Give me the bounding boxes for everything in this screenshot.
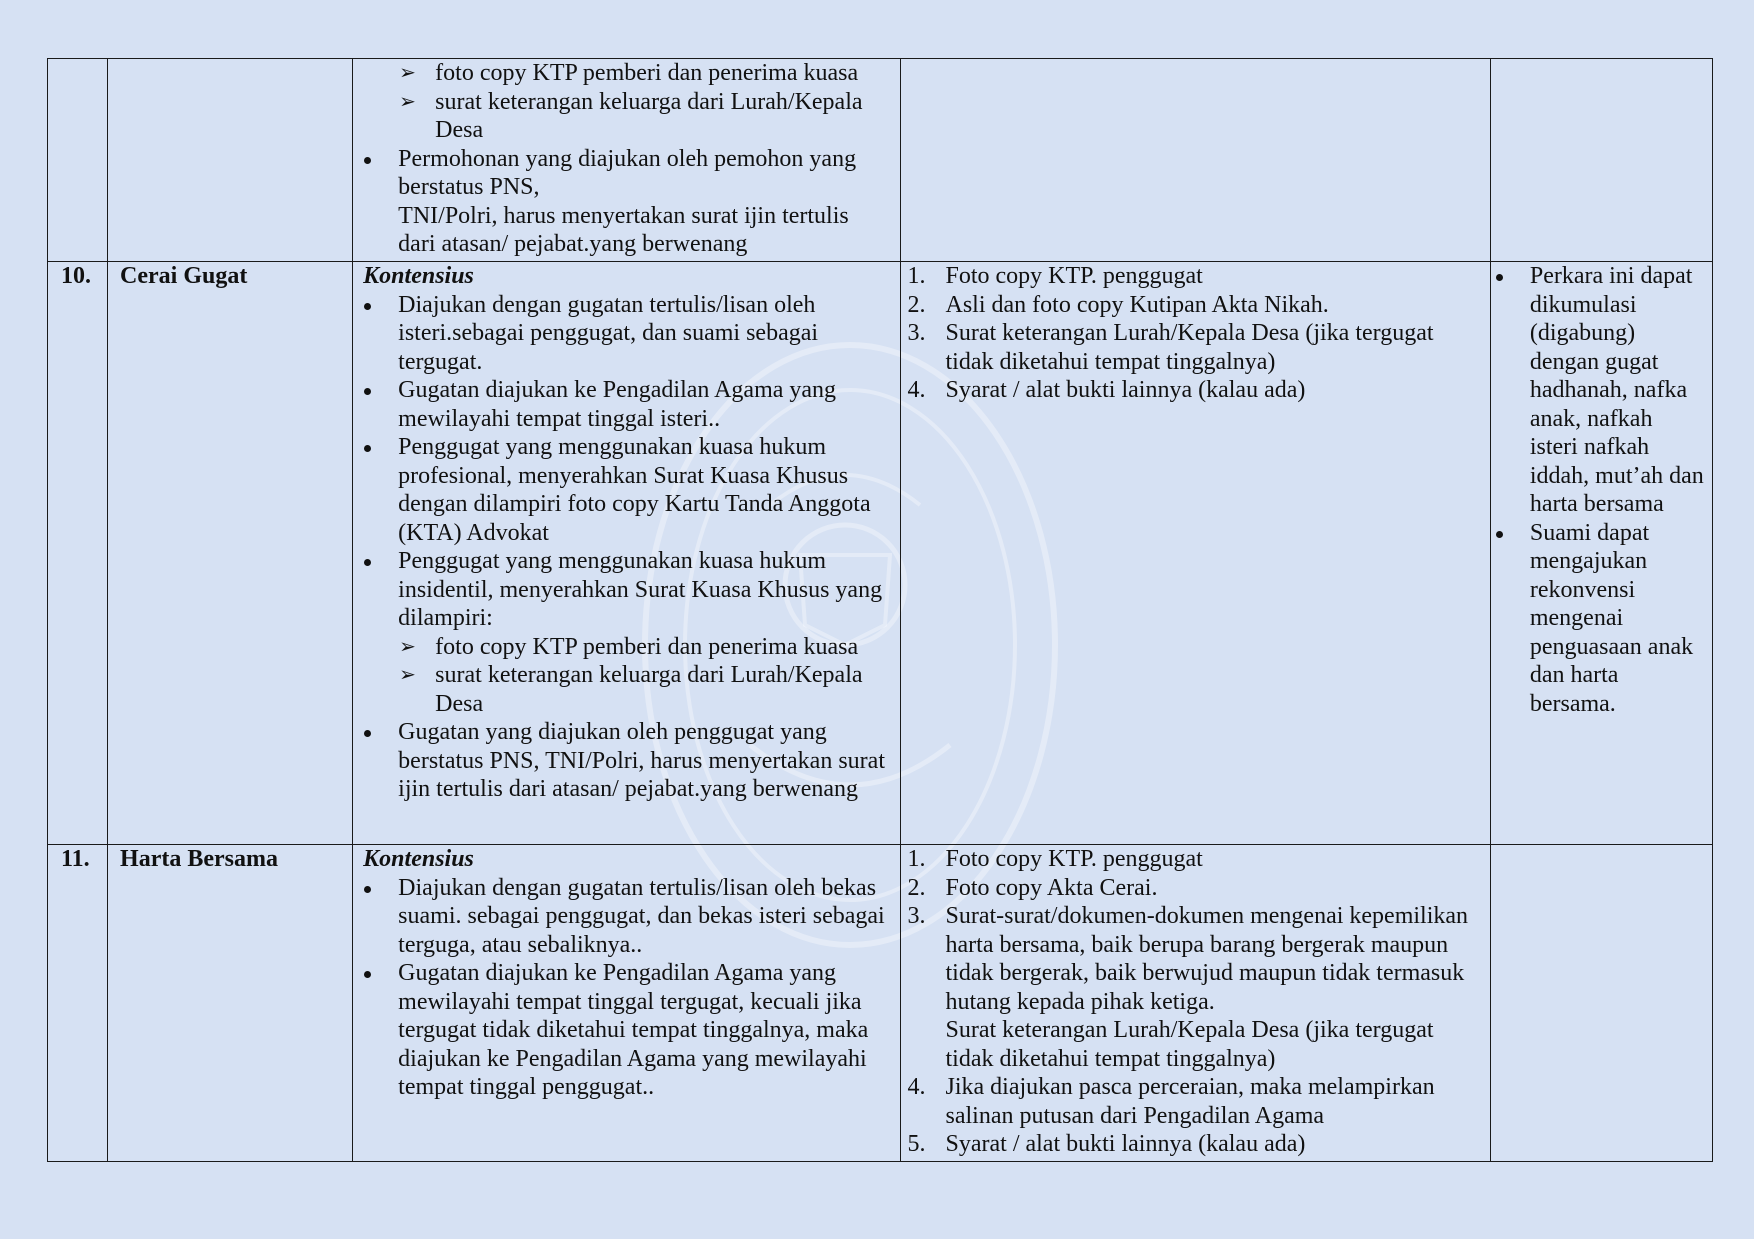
item-text: Foto copy Akta Cerai. (945, 874, 1158, 901)
requirement-heading: Kontensius (363, 263, 474, 289)
list-item: ➢ foto copy KTP pemberi dan penerima kuasa (398, 633, 891, 662)
list-item: Perkara ini dapat dikumulasi (digabung) dengan gugat hadhanah, nafka anak, nafkah isteri nafkah iddah, mut’ah dan harta bersama (1495, 262, 1706, 519)
table-row-harta-bersama (48, 845, 1713, 1162)
item-text: Syarat / alat bukti lainnya (kalau ada) (945, 1131, 1306, 1157)
list-item: Gugatan yang diajukan oleh penggugat yang berstatus PNS, TNI/Polri, harus menyertakan surat ijin tertulis dari atasan/ pejabat.yang berwenang (363, 718, 891, 804)
list-item (908, 1130, 1480, 1159)
list-item (908, 845, 1480, 874)
sub-list (363, 59, 891, 145)
item-text: Surat-surat/dokumen-dokumen mengenai kepemilikan harta bersama, baik berupa barang bergerak maupun tidak bergerak, baik berwujud maupun tidak termasuk hutang kepada pihak ketiga. (945, 903, 1469, 1015)
item-number: 5. (907, 1131, 926, 1157)
table-row-continuation (48, 59, 1713, 262)
list-item: Diajukan dengan gugatan tertulis/lisan oleh bekas suami. sebagai penggugat, dan bekas isteri sebagai terguga, atau sebaliknya.. (363, 874, 891, 960)
item-number: 4. (907, 377, 926, 403)
list-item: Penggugat yang menggunakan kuasa hukum profesional, menyerahkan Surat Kuasa Khusus dengan dilampiri foto copy Kartu Tanda Anggota (KTA) Advokat (363, 433, 891, 547)
list-item: Gugatan diajukan ke Pengadilan Agama yang mewilayahi tempat tinggal tergugat, kecuali jika tergugat tidak diketahui tempat tinggalnya, maka diajukan ke Pengadilan Agama yang mewilayahi tempat tinggal penggugat.. (363, 959, 891, 1102)
requirement-heading: Kontensius (363, 846, 474, 872)
list-item (908, 262, 1480, 291)
cell-requirements (353, 845, 900, 1162)
item-text: Foto copy KTP. penggugat (945, 263, 1203, 289)
item-text: Foto copy KTP. penggugat (945, 846, 1203, 872)
document-list (908, 262, 1480, 405)
item-text: Jika diajukan pasca perceraian, maka melampirkan salinan putusan dari Pengadilan Agama (945, 1074, 1435, 1129)
bullet-list (363, 718, 891, 804)
list-item (908, 291, 1480, 320)
row-number: 11. (48, 845, 108, 1162)
item-text: Syarat / alat bukti lainnya (kalau ada) (945, 377, 1306, 403)
item-number: 4. (907, 1074, 926, 1100)
list-item: ➢ surat keterangan keluarga dari Lurah/Kepala Desa (398, 661, 891, 718)
row-number: 10. (48, 262, 108, 845)
case-type: Cerai Gugat (108, 262, 353, 845)
cell-notes (1490, 262, 1712, 845)
table-row-cerai-gugat (48, 262, 1713, 845)
list-item (908, 376, 1480, 405)
list-item (908, 1073, 1480, 1130)
list-item: ➢ surat keterangan keluarga dari Lurah/Kepala Desa (398, 88, 891, 145)
list-item (908, 319, 1480, 376)
list-item: Diajukan dengan gugatan tertulis/lisan oleh isteri.sebagai penggugat, dan suami sebagai tergugat. (363, 291, 891, 377)
item-text: Surat keterangan Lurah/Kepala Desa (jika tergugat tidak diketahui tempat tinggalnya) (945, 1017, 1434, 1072)
item-number: 2. (907, 874, 926, 901)
item-number: 3. (907, 903, 926, 929)
list-item (908, 874, 1480, 903)
cell-case-type (108, 59, 353, 262)
item-number: 3. (907, 320, 926, 346)
bullet-list (363, 291, 891, 633)
item-number: 1. (907, 263, 926, 289)
cell-documents (900, 262, 1490, 845)
cell-requirements (353, 262, 900, 845)
bullet-list (1495, 262, 1706, 718)
requirements-table (47, 58, 1713, 1162)
item-number: 2. (907, 291, 926, 318)
item-text: Asli dan foto copy Kutipan Akta Nikah. (945, 291, 1329, 318)
list-item (908, 902, 1480, 1073)
list-item: Suami dapat mengajukan rekonvensi mengenai penguasaan anak dan harta bersama. (1495, 519, 1706, 719)
item-number: 1. (907, 846, 926, 872)
cell-notes (1490, 845, 1712, 1162)
sub-list (363, 633, 891, 719)
cell-documents (900, 845, 1490, 1162)
list-item: ➢ foto copy KTP pemberi dan penerima kuasa (398, 59, 891, 88)
cell-number (48, 59, 108, 262)
bullet-list (363, 145, 891, 259)
list-item-text: Permohonan yang diajukan oleh pemohon yang berstatus PNS, (398, 145, 857, 200)
document-list (908, 845, 1480, 1159)
cell-notes (1490, 59, 1712, 262)
cell-requirements (353, 59, 900, 262)
list-item-text: TNI/Polri, harus menyertakan surat ijin tertulis dari atasan/ pejabat.yang berwenang (398, 202, 849, 257)
bullet-list (363, 874, 891, 1102)
item-text: Surat keterangan Lurah/Kepala Desa (jika tergugat tidak diketahui tempat tinggalnya) (945, 320, 1434, 375)
list-item: Gugatan diajukan ke Pengadilan Agama yang mewilayahi tempat tinggal isteri.. (363, 376, 891, 433)
case-type: Harta Bersama (108, 845, 353, 1162)
cell-documents (900, 59, 1490, 262)
list-item (363, 145, 891, 259)
list-item: Penggugat yang menggunakan kuasa hukum insidentil, menyerahkan Surat Kuasa Khusus yang dilampiri: (363, 547, 891, 633)
